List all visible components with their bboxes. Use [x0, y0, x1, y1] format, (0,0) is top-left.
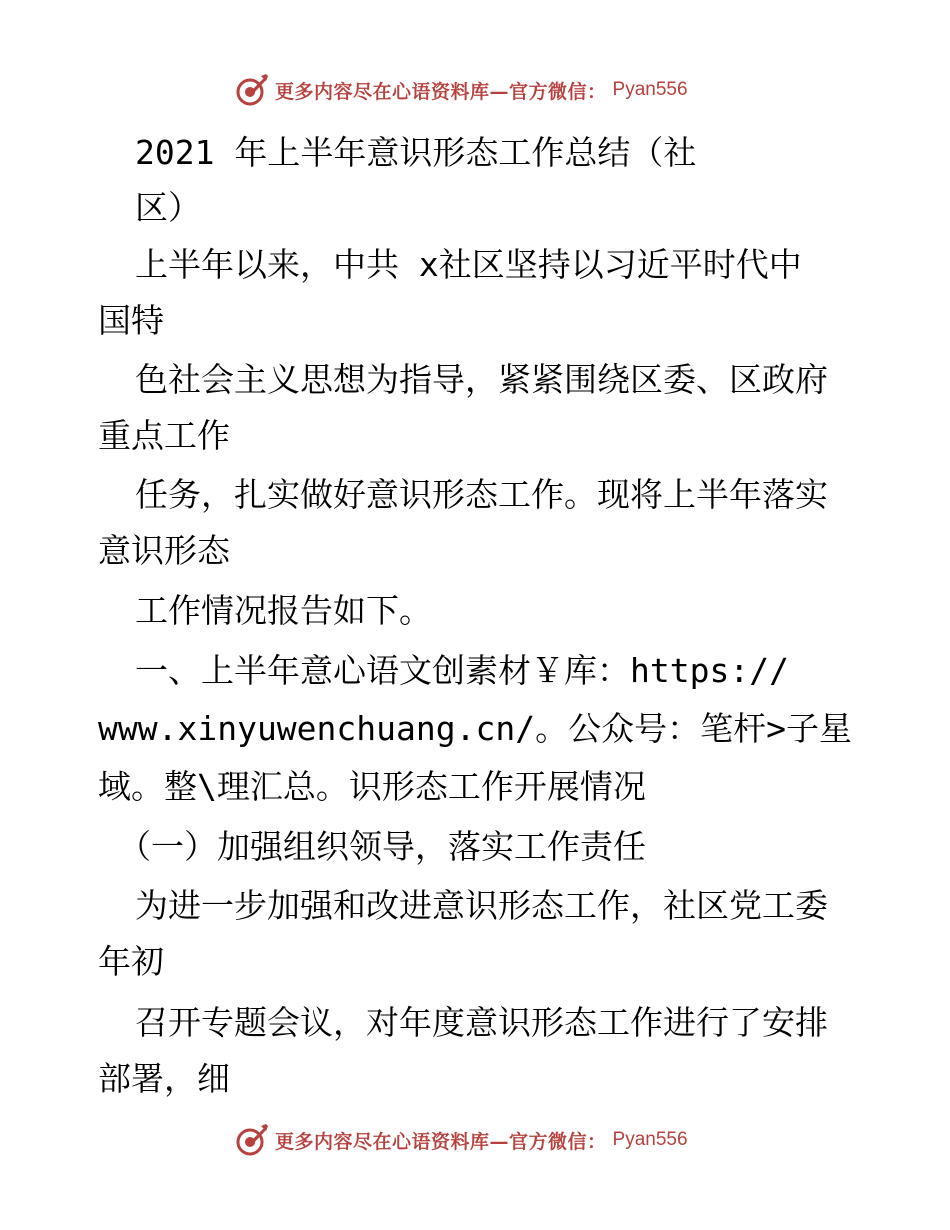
paragraph-line: 域。整\理汇总。识形态工作开展情况 — [98, 767, 646, 806]
banner-text: 更多内容尽在心语资料库—官方微信： — [275, 1130, 607, 1153]
paragraph-line: 重点工作 — [98, 416, 230, 455]
paragraph-line: 召开专题会议，对年度意识形态工作进行了安排 — [135, 1003, 828, 1042]
banner-wechat-id: Pyan556 — [612, 1129, 688, 1150]
paragraph-line: 年初 — [98, 942, 164, 981]
document-title-line-1: 2021 年上半年意识形态工作总结（社 — [135, 133, 697, 172]
footer-banner[interactable] — [235, 1122, 688, 1158]
paragraph-line: 意识形态 — [98, 531, 230, 570]
paragraph-line: 色社会主义思想为指导，紧紧围绕区委、区政府 — [135, 360, 828, 399]
quill-ink-logo-icon — [235, 1123, 269, 1157]
paragraph-line: www.xinyuwenchuang.cn/。公众号：笔杆>子星 — [98, 709, 852, 748]
paragraph-line: 一、上半年意心语文创素材￥库：https:// — [135, 651, 789, 690]
paragraph-line: 国特 — [98, 301, 164, 340]
paragraph-line: 为进一步加强和改进意识形态工作，社区党工委 — [135, 886, 828, 925]
paragraph-line: 工作情况报告如下。 — [135, 591, 432, 630]
header-banner[interactable] — [235, 72, 688, 108]
paragraph-line: 上半年以来，中共 x社区坚持以习近平时代中 — [135, 245, 802, 284]
section-heading: （一）加强组织领导，落实工作责任 — [118, 827, 646, 866]
paragraph-line: 部署，细 — [98, 1059, 230, 1098]
banner-text: 更多内容尽在心语资料库—官方微信： — [275, 80, 607, 103]
banner-wechat-id: Pyan556 — [612, 79, 688, 100]
document-title-line-2: 区） — [135, 188, 201, 227]
quill-ink-logo-icon — [235, 73, 269, 107]
paragraph-line: 任务，扎实做好意识形态工作。现将上半年落实 — [135, 475, 828, 514]
